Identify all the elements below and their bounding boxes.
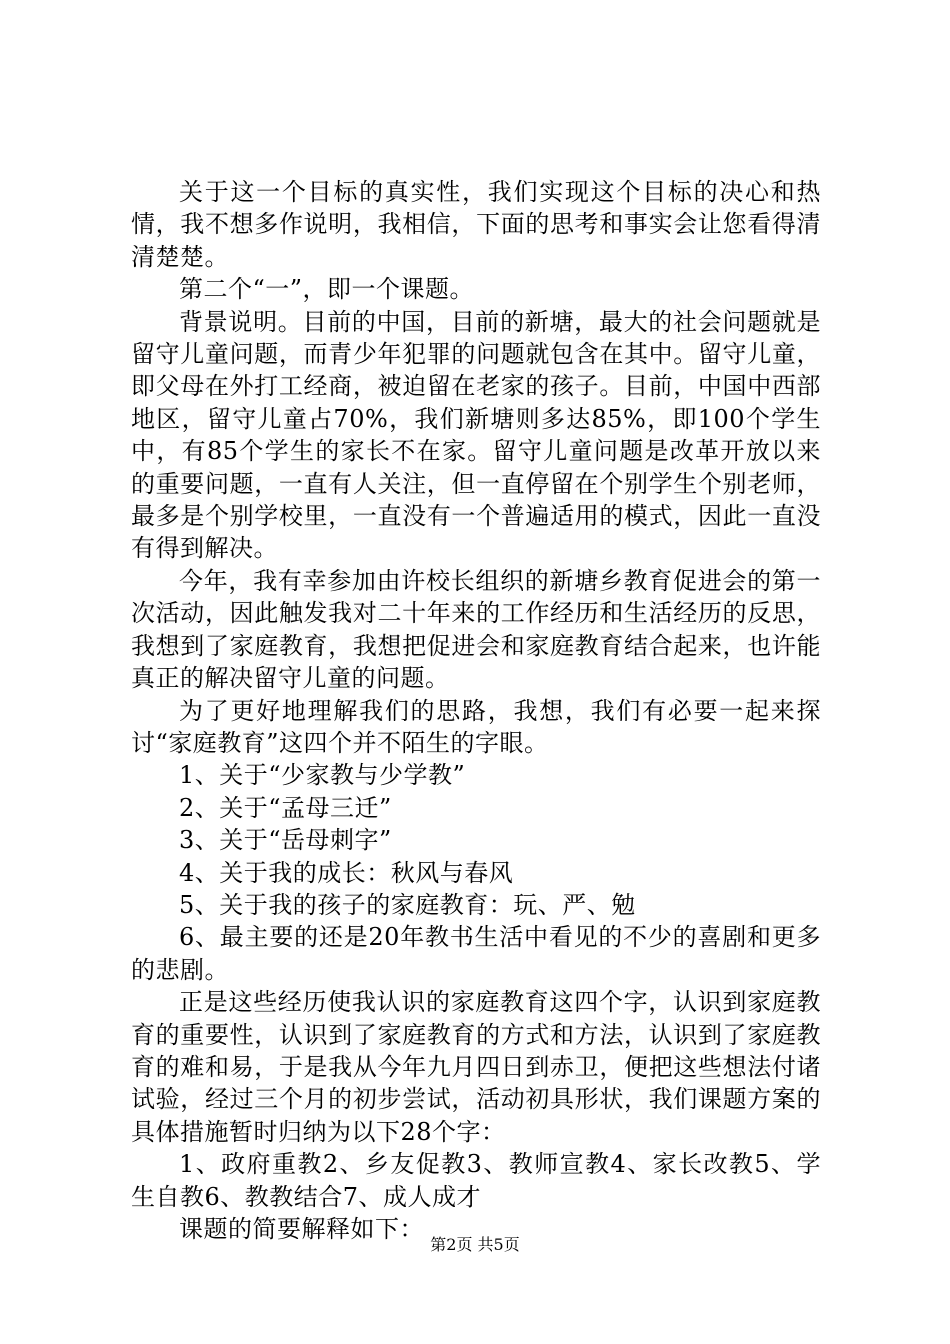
list-item-4: 4、关于我的成长：秋风与春风 [179,858,514,887]
list-item-2: 2、关于“孟母三迁” [179,793,392,822]
paragraph-goal-sincerity: 关于这一个目标的真实性，我们实现这个目标的决心和热情，我不想多作说明，我相信，下面的思考和事实会让您看得清清楚楚。 [131,178,821,271]
paragraph-this-year: 今年，我有幸参加由许校长组织的新塘乡教育促进会的第一次活动，因此触发我对二十年来的工作经历和生活经历的反思，我想到了家庭教育，我想把促进会和家庭教育结合起来，也许能真正的解决留守儿童的问题。 [131,566,821,693]
paragraph-explore-family-education: 为了更好地理解我们的思路，我想，我们有必要一起来探讨“家庭教育”这四个并不陌生的字眼。 [131,696,821,757]
list-item-3: 3、关于“岳母刺字” [179,826,392,855]
paragraph-experiences: 正是这些经历使我认识的家庭教育这四个字，认识到家庭教育的重要性，认识到了家庭教育的方式和方法，认识到了家庭教育的难和易，于是我从今年九月四日到赤卫，便把这些想法付诸试验，经过三个月的初步尝试，活动初具形状，我们课题方案的具体措施暂时归纳为以下28个字： [131,988,821,1146]
list-item-6: 6、最主要的还是20年教书生活中看见的不少的喜剧和更多的悲剧。 [131,923,821,984]
paragraph-measures: 1、政府重教2、乡友促教3、教师宣教4、家长改教5、学生自教6、教教结合7、成人成才 [131,1150,821,1211]
paragraph-background: 背景说明。目前的中国，目前的新塘，最大的社会问题就是留守儿童问题，而青少年犯罪的问题就包含在其中。留守儿童，即父母在外打工经商，被迫留在老家的孩子。目前，中国中西部地区，留守儿童占70%，我们新塘则多达85%，即100个学生中，有85个学生的家长不在家。留守儿童问题是改革开放以来的重要问题，一直有人关注，但一直停留在个别学生个别老师，最多是个别学校里，一直没有一个普遍适用的模式，因此一直没有得到解决。 [131,307,821,563]
paragraph-second-one: 第二个“一”，即一个课题。 [179,275,475,304]
page-footer: 第2页 共5页 [430,1235,520,1254]
document-body [131,176,821,1245]
list-item-1: 1、关于“少家教与少学教” [179,761,466,790]
list-item-5: 5、关于我的孩子的家庭教育：玩、严、勉 [179,890,636,919]
paragraph-explanation-intro: 课题的简要解释如下： [179,1215,424,1243]
